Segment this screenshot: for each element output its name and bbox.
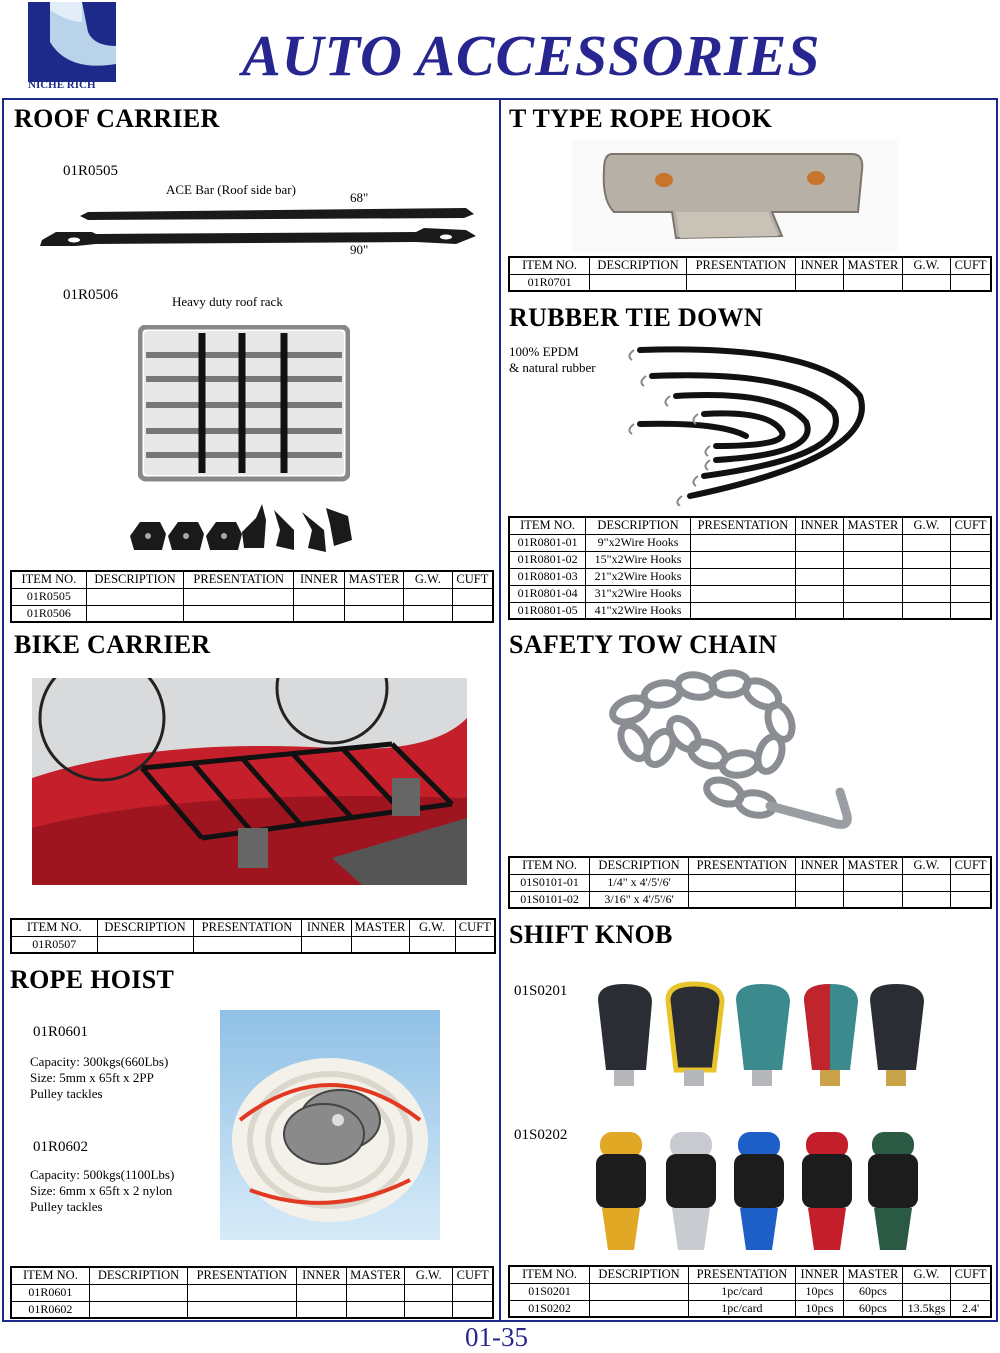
table-row (509, 568, 991, 585)
leather-shift-knobs-image (590, 978, 930, 1103)
table-row (509, 602, 991, 619)
roof-rack-brackets-image (126, 500, 358, 563)
column-divider (499, 98, 501, 1322)
cell (590, 1283, 689, 1300)
cell (844, 874, 902, 891)
roof-carrier-spec-table (10, 570, 494, 623)
table-header-row (11, 919, 495, 936)
col-description: DESCRIPTION (586, 517, 691, 534)
cell (688, 891, 795, 908)
col-master: MASTER (346, 1267, 404, 1284)
cell (690, 585, 795, 602)
cell (795, 602, 843, 619)
cell (902, 891, 950, 908)
cell (346, 1284, 404, 1301)
col-inner: INNER (301, 919, 351, 936)
col-cuft: CUFT (951, 257, 991, 274)
rope-hoist-title: ROPE HOIST (10, 965, 175, 994)
cell (294, 605, 345, 622)
cell (844, 551, 902, 568)
cell (294, 588, 345, 605)
cell (590, 1300, 689, 1317)
roof-rack-code: 01R0506 (63, 287, 119, 303)
roof-carrier-title: ROOF CARRIER (14, 104, 220, 133)
shift-knob-title: SHIFT KNOB (509, 920, 673, 949)
cell (690, 602, 795, 619)
rope-hoist-code-1: 01R0601 (33, 1024, 89, 1040)
col-inner: INNER (795, 1266, 843, 1283)
cell (86, 605, 184, 622)
metal-shift-knobs-image (590, 1124, 930, 1259)
table-row (509, 585, 991, 602)
tow-chain-title: SAFETY TOW CHAIN (509, 630, 778, 659)
col-inner: INNER (795, 257, 843, 274)
cell (405, 1301, 453, 1318)
tow-chain-spec-table (508, 856, 992, 909)
col-gw: G.W. (409, 919, 455, 936)
roof-bar-code: 01R0505 (63, 163, 119, 179)
col-item-no: ITEM NO. (509, 257, 590, 274)
cell (902, 568, 950, 585)
bike-carrier-spec-table (10, 918, 496, 954)
rope-hoist-code-2: 01R0602 (33, 1139, 89, 1155)
cell-item-no: 01S0101-01 (509, 874, 590, 891)
cell (951, 874, 991, 891)
tow-chain-image (600, 664, 870, 854)
col-item-no: ITEM NO. (509, 517, 586, 534)
cell (951, 585, 991, 602)
table-header-row (509, 857, 991, 874)
cell (296, 1301, 346, 1318)
cell-inner: 10pcs (795, 1300, 843, 1317)
cell (184, 605, 294, 622)
spec-line: Capacity: 500kgs(1100Lbs) (30, 1167, 175, 1182)
roof-rack-image (138, 325, 350, 488)
cell (193, 936, 301, 953)
table-header-row (11, 1267, 493, 1284)
table-row (11, 936, 495, 953)
cell (951, 568, 991, 585)
col-inner: INNER (294, 571, 345, 588)
cell-item-no: 01R0601 (11, 1284, 89, 1301)
cell-item-no: 01R0701 (509, 274, 590, 291)
col-master: MASTER (844, 517, 902, 534)
page-number: 01-35 (465, 1322, 528, 1352)
cell (686, 274, 795, 291)
rope-hoist-spec-2 (30, 1167, 174, 1215)
cell-item-no: 01R0505 (11, 588, 86, 605)
col-cuft: CUFT (453, 1267, 493, 1284)
cell (902, 602, 950, 619)
cell (902, 874, 950, 891)
cell (902, 534, 950, 551)
cell (902, 274, 950, 291)
cell (690, 534, 795, 551)
cell (97, 936, 193, 953)
col-presentation: PRESENTATION (686, 257, 795, 274)
rubber-tie-title: RUBBER TIE DOWN (509, 303, 763, 332)
cell (688, 874, 795, 891)
cell-gw: 13.5kgs (902, 1300, 950, 1317)
cell-item-no: 01S0101-02 (509, 891, 590, 908)
cell (453, 1301, 493, 1318)
spec-line: Capacity: 300kgs(660Lbs) (30, 1054, 169, 1069)
table-row (11, 588, 493, 605)
cell (951, 891, 991, 908)
table-row (509, 1283, 991, 1300)
cell-item-no: 01R0801-02 (509, 551, 586, 568)
cell-item-no: 01S0202 (509, 1300, 590, 1317)
cell-description: 3/16" x 4'/5'/6' (590, 891, 689, 908)
cell-master: 60pcs (844, 1283, 902, 1300)
col-description: DESCRIPTION (590, 857, 689, 874)
col-gw: G.W. (902, 257, 950, 274)
note-line: 100% EPDM (509, 344, 579, 359)
table-row (509, 534, 991, 551)
table-header-row (509, 1266, 991, 1283)
cell (795, 891, 843, 908)
roof-rack-caption: Heavy duty roof rack (172, 294, 283, 309)
cell (902, 585, 950, 602)
bike-carrier-title: BIKE CARRIER (14, 630, 211, 659)
table-row (11, 605, 493, 622)
cell (902, 551, 950, 568)
bike-carrier-photo (32, 678, 467, 885)
col-master: MASTER (345, 571, 404, 588)
col-master: MASTER (844, 857, 902, 874)
col-item-no: ITEM NO. (509, 1266, 590, 1283)
roof-bar-length-90: 90" (350, 242, 369, 257)
rope-hoist-spec-table (10, 1266, 494, 1319)
col-master: MASTER (844, 257, 902, 274)
roof-side-bar-image (36, 200, 476, 265)
cell (844, 585, 902, 602)
cell (188, 1284, 296, 1301)
roof-bar-length-68: 68" (350, 190, 369, 205)
col-inner: INNER (795, 857, 843, 874)
table-row (509, 274, 991, 291)
col-cuft: CUFT (951, 1266, 991, 1283)
cell (351, 936, 409, 953)
cell (951, 534, 991, 551)
cell (453, 1284, 493, 1301)
cell (452, 588, 493, 605)
cell-gw (902, 1283, 950, 1300)
cell-description: 41"x2Wire Hooks (586, 602, 691, 619)
cell (795, 568, 843, 585)
cell (795, 551, 843, 568)
cell (795, 585, 843, 602)
cell-cuft (951, 1283, 991, 1300)
col-gw: G.W. (403, 571, 452, 588)
col-gw: G.W. (405, 1267, 453, 1284)
table-row (509, 1300, 991, 1317)
col-item-no: ITEM NO. (11, 571, 86, 588)
cell (455, 936, 495, 953)
rubber-tie-spec-table (508, 516, 992, 620)
col-description: DESCRIPTION (89, 1267, 187, 1284)
t-hook-photo (572, 140, 898, 252)
logo-text: NICHE RICH (28, 79, 96, 91)
page-title: AUTO ACCESSORIES (242, 23, 821, 88)
cell (188, 1301, 296, 1318)
cell (590, 274, 687, 291)
cell-presentation: 1pc/card (688, 1300, 795, 1317)
table-row (509, 891, 991, 908)
cell-item-no: 01R0602 (11, 1301, 89, 1318)
col-presentation: PRESENTATION (690, 517, 795, 534)
col-cuft: CUFT (455, 919, 495, 936)
col-description: DESCRIPTION (97, 919, 193, 936)
cell-item-no: 01S0201 (509, 1283, 590, 1300)
rubber-tie-image (620, 336, 886, 511)
cell (951, 274, 991, 291)
spec-line: Pulley tackles (30, 1086, 103, 1101)
cell (795, 874, 843, 891)
cell (844, 568, 902, 585)
cell-master: 60pcs (844, 1300, 902, 1317)
cell (184, 588, 294, 605)
roof-bar-caption: ACE Bar (Roof side bar) (166, 182, 296, 197)
col-presentation: PRESENTATION (688, 1266, 795, 1283)
rope-hoist-photo (220, 1010, 440, 1240)
col-master: MASTER (844, 1266, 902, 1283)
cell-item-no: 01R0507 (11, 936, 97, 953)
col-cuft: CUFT (951, 857, 991, 874)
cell-description: 1/4" x 4'/5'/6' (590, 874, 689, 891)
table-row (509, 551, 991, 568)
cell-cuft: 2.4' (951, 1300, 991, 1317)
cell-item-no: 01R0801-01 (509, 534, 586, 551)
cell (844, 602, 902, 619)
cell (301, 936, 351, 953)
cell (89, 1284, 187, 1301)
cell-item-no: 01R0801-04 (509, 585, 586, 602)
cell (405, 1284, 453, 1301)
col-inner: INNER (795, 517, 843, 534)
shift-knob-code-1: 01S0201 (514, 983, 568, 999)
cell (690, 568, 795, 585)
cell (795, 534, 843, 551)
cell (345, 605, 404, 622)
cell (86, 588, 184, 605)
cell-item-no: 01R0801-03 (509, 568, 586, 585)
table-row (11, 1301, 493, 1318)
col-inner: INNER (296, 1267, 346, 1284)
cell-inner: 10pcs (795, 1283, 843, 1300)
cell (951, 551, 991, 568)
note-line: & natural rubber (509, 360, 596, 375)
cell-item-no: 01R0506 (11, 605, 86, 622)
cell (690, 551, 795, 568)
cell-description: 9"x2Wire Hooks (586, 534, 691, 551)
cell (296, 1284, 346, 1301)
spec-line: Pulley tackles (30, 1199, 103, 1214)
cell-item-no: 01R0801-05 (509, 602, 586, 619)
col-description: DESCRIPTION (590, 1266, 689, 1283)
cell (89, 1301, 187, 1318)
cell (452, 605, 493, 622)
cell (403, 588, 452, 605)
col-cuft: CUFT (452, 571, 493, 588)
shift-knob-spec-table (508, 1265, 992, 1318)
cell-description: 31"x2Wire Hooks (586, 585, 691, 602)
table-header-row (11, 571, 493, 588)
cell-description: 15"x2Wire Hooks (586, 551, 691, 568)
col-presentation: PRESENTATION (188, 1267, 296, 1284)
cell-description: 21"x2Wire Hooks (586, 568, 691, 585)
cell (345, 588, 404, 605)
col-master: MASTER (351, 919, 409, 936)
col-item-no: ITEM NO. (509, 857, 590, 874)
cell (409, 936, 455, 953)
col-description: DESCRIPTION (590, 257, 687, 274)
cell (844, 534, 902, 551)
spec-line: Size: 5mm x 65ft x 2PP (30, 1070, 154, 1085)
cell (951, 602, 991, 619)
col-item-no: ITEM NO. (11, 1267, 89, 1284)
col-item-no: ITEM NO. (11, 919, 97, 936)
cell-presentation: 1pc/card (688, 1283, 795, 1300)
spec-line: Size: 6mm x 65ft x 2 nylon (30, 1183, 173, 1198)
t-hook-title: T TYPE ROPE HOOK (509, 104, 773, 133)
cell (346, 1301, 404, 1318)
col-description: DESCRIPTION (86, 571, 184, 588)
t-hook-spec-table (508, 256, 992, 292)
col-presentation: PRESENTATION (688, 857, 795, 874)
col-gw: G.W. (902, 1266, 950, 1283)
shift-knob-code-2: 01S0202 (514, 1127, 568, 1143)
rubber-tie-note (509, 344, 596, 376)
table-header-row (509, 257, 991, 274)
col-presentation: PRESENTATION (193, 919, 301, 936)
rope-hoist-spec-1 (30, 1054, 168, 1102)
cell (844, 891, 902, 908)
col-gw: G.W. (902, 517, 950, 534)
table-row (509, 874, 991, 891)
cell (844, 274, 902, 291)
table-header-row (509, 517, 991, 534)
col-gw: G.W. (902, 857, 950, 874)
table-row (11, 1284, 493, 1301)
cell (795, 274, 843, 291)
cell (403, 605, 452, 622)
col-cuft: CUFT (951, 517, 991, 534)
col-presentation: PRESENTATION (184, 571, 294, 588)
